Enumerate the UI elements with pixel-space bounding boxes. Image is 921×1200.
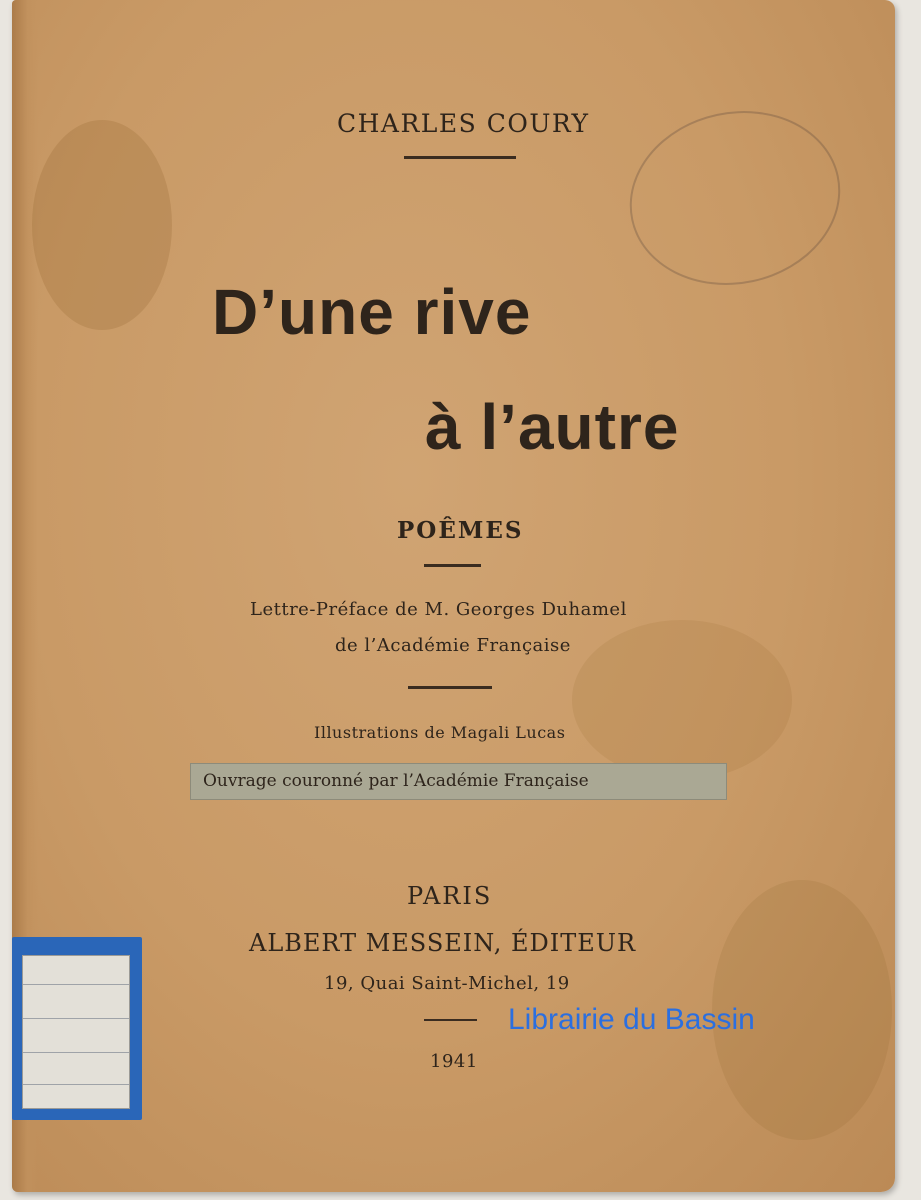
preface-line-2: de l’Académie Française [335, 635, 571, 656]
divider [424, 564, 481, 567]
award-text: Ouvrage couronné par l’Académie Française [203, 771, 589, 791]
publication-year: 1941 [430, 1051, 478, 1072]
book-cover [12, 0, 895, 1192]
publisher-name: ALBERT MESSEIN, ÉDITEUR [249, 929, 637, 957]
divider [404, 156, 516, 159]
label-line [23, 1052, 129, 1053]
library-label-inner [22, 955, 130, 1109]
faded-ink-stamp [613, 92, 856, 304]
divider [408, 686, 492, 689]
stain [572, 620, 792, 780]
genre-label: POÊMES [397, 517, 524, 544]
award-band [190, 763, 727, 800]
library-label [12, 937, 142, 1120]
publisher-address: 19, Quai Saint-Michel, 19 [324, 973, 570, 994]
bookseller-watermark: Librairie du Bassin [508, 1003, 755, 1036]
illustrations-credit: Illustrations de Magali Lucas [314, 723, 566, 742]
divider [424, 1019, 477, 1021]
stain [32, 120, 172, 330]
book-title-line-1: D’une rive [212, 276, 532, 348]
label-line [23, 984, 129, 985]
label-line [23, 1018, 129, 1019]
publication-city: PARIS [407, 882, 493, 910]
preface-line-1: Lettre-Préface de M. Georges Duhamel [250, 599, 627, 620]
author-name: CHARLES COURY [337, 109, 590, 138]
book-title-line-2: à l’autre [425, 391, 680, 463]
label-line [23, 1084, 129, 1085]
